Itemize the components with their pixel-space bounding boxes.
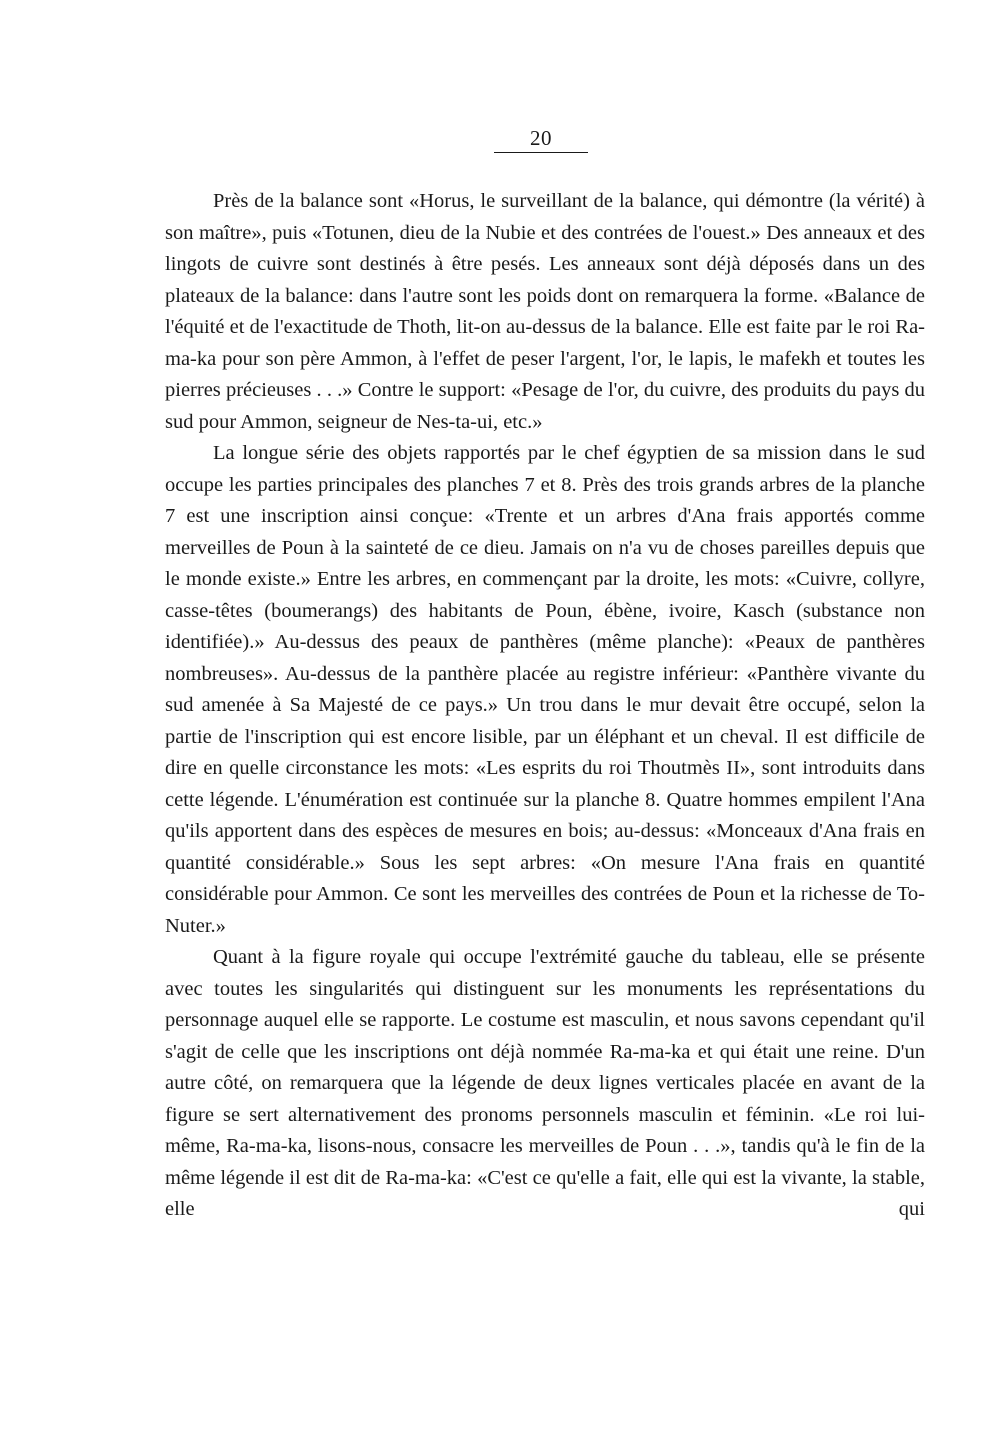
- body-text: [165, 186, 925, 1226]
- header-rule: [494, 152, 588, 153]
- page-header: [494, 126, 588, 153]
- paragraph-royal-figure: Quant à la figure royale qui occupe l'extrémité gauche du tableau, elle se présente avec toutes les singularités qui distinguent sur les monuments les représentations du personnage auquel elle se rapporte. Le costume est masculin, et nous savons cependant qu'il s'agit de celle que les inscriptions ont déjà nommée Ra-ma-ka et qui était une reine. D'un autre côté, on remarquera que la légende de deux lignes verticales placée en avant de la figure se sert alternativement des pronoms personnels masculin et féminin. «Le roi lui-même, Ra-ma-ka, lisons-nous, consacre les merveilles de Poun . . .», tandis qu'à le fin de la même légende il est dit de Ra-ma-ka: «C'est ce qu'elle a fait, elle qui est la vivante, la stable, elle qui: [165, 946, 925, 1220]
- paragraph-objects: La longue série des objets rapportés par le chef égyptien de sa mission dans le sud occupe les parties principales des planches 7 et 8. Près des trois grands arbres de la planche 7 est une inscription ainsi conçue: «Trente et un arbres d'Ana frais apportés comme merveilles de Poun à la sainteté de ce dieu. Jamais on n'a vu de choses pareilles depuis que le monde existe.» Entre les arbres, en commençant par la droite, les mots: «Cuivre, collyre, casse-têtes (boumerangs) des habitants de Poun, ébène, ivoire, Kasch (substance non identifiée).» Au-dessus des peaux de panthères (même planche): «Peaux de panthères nombreuses». Au-dessus de la panthère placée au registre inférieur: «Panthère vivante du sud amenée à Sa Majesté de ce pays.» Un trou dans le mur devait être occupé, selon la partie de l'inscription qui est encore lisible, par un éléphant et un cheval. Il est difficile de dire en quelle circonstance les mots: «Les esprits du roi Thoutmès II», sont introduits dans cette légende. L'énumération est continuée sur la planche 8. Quatre hommes empilent l'Ana qu'ils apportent dans des espèces de mesures en bois; au-dessus: «Monceaux d'Ana frais en quantité considérable.» Sous les sept arbres: «On mesure l'Ana frais en quantité considérable pour Ammon. Ce sont les merveilles des contrées de Poun et la richesse de To-Nuter.»: [165, 442, 925, 937]
- paragraph-balance: Près de la balance sont «Horus, le surveillant de la balance, qui démontre (la vérité) à son maître», puis «Totunen, dieu de la Nubie et des contrées de l'ouest.» Des anneaux et des lingots de cuivre sont destinés à être pesés. Les anneaux sont déjà déposés dans un des plateaux de la balance: dans l'autre sont les poids dont on remarquera la forme. «Balance de l'équité et de l'exactitude de Thoth, lit-on au-dessus de la balance. Elle est faite par le roi Ra-ma-ka pour son père Ammon, à l'effet de peser l'argent, l'or, le lapis, le mafekh et toutes les pierres précieuses . . .» Contre le support: «Pesage de l'or, du cuivre, des produits du pays du sud pour Ammon, seigneur de Nes-ta-ui, etc.»: [165, 190, 925, 433]
- page-number: 20: [530, 126, 552, 150]
